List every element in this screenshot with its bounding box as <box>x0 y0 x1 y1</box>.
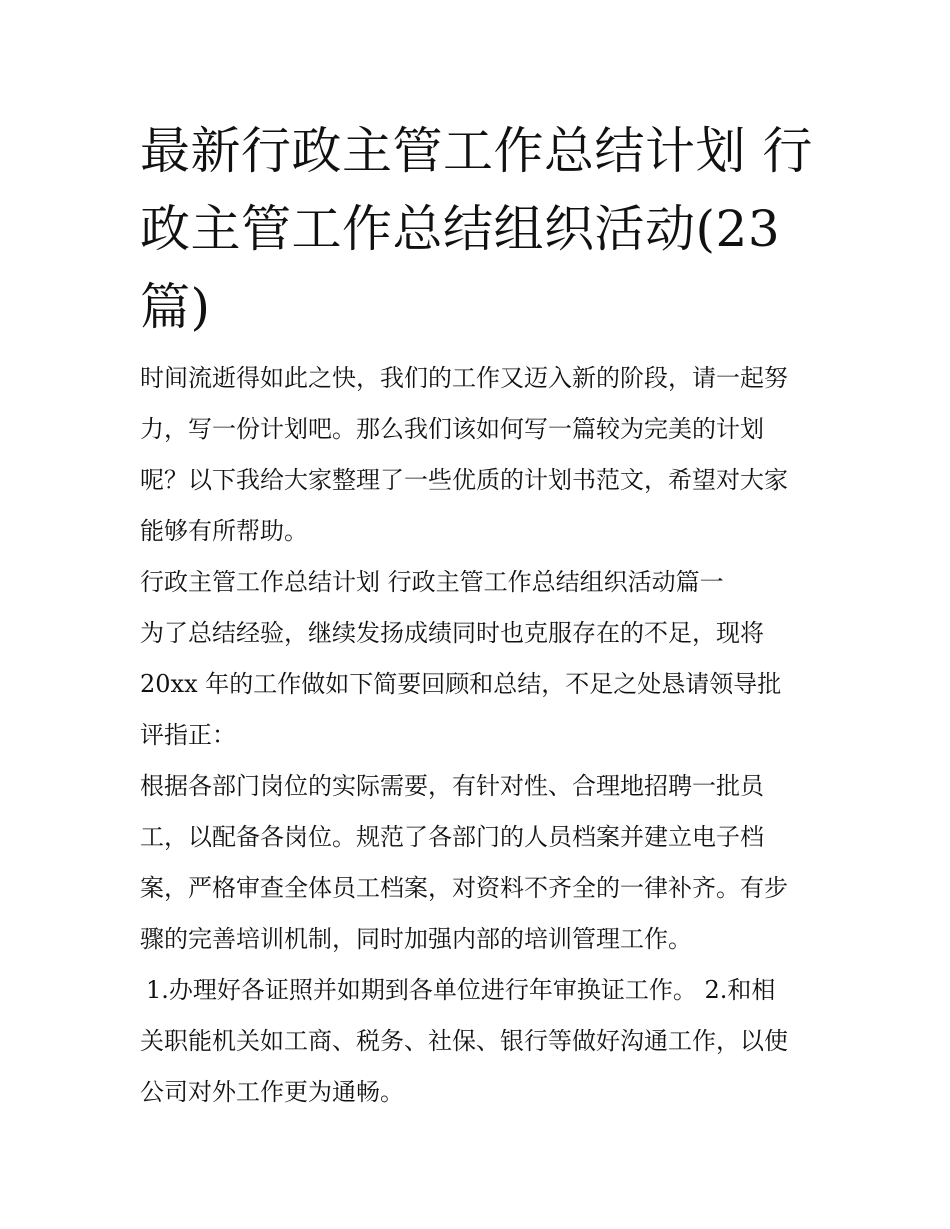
title-line: 政主管工作总结组织活动(23 <box>140 200 781 258</box>
body-line: 关职能机关如工商、税务、社保、银行等做好沟通工作，以使 <box>140 1027 788 1055</box>
body-line: 骤的完善培训机制，同时加强内部的培训管理工作。 <box>140 925 692 953</box>
body-line: 呢？以下我给大家整理了一些优质的计划书范文，希望对大家 <box>140 466 788 494</box>
title-line: 篇) <box>140 278 211 336</box>
document-body <box>140 353 820 1118</box>
body-line: 能够有所帮助。 <box>140 517 308 545</box>
body-line: 20xx 年的工作做如下简要回顾和总结，不足之处恳请领导批 <box>140 670 782 698</box>
title-line: 最新行政主管工作总结计划 行 <box>140 122 813 180</box>
body-line: 案，严格审查全体员工档案，对资料不齐全的一律补齐。有步 <box>140 874 788 902</box>
section-heading: 行政主管工作总结计划 行政主管工作总结组织活动篇一 <box>140 568 724 596</box>
body-line: 工，以配备各岗位。规范了各部门的人员档案并建立电子档 <box>140 823 764 851</box>
body-line: 力，写一份计划吧。那么我们该如何写一篇较为完美的计划 <box>140 415 764 443</box>
body-line: 根据各部门岗位的实际需要，有针对性、合理地招聘一批员 <box>140 772 764 800</box>
body-line: 公司对外工作更为通畅。 <box>140 1078 404 1106</box>
body-line: 时间流逝得如此之快，我们的工作又迈入新的阶段，请一起努 <box>140 364 788 392</box>
document-title <box>140 112 820 346</box>
body-line: 评指正： <box>140 721 236 749</box>
body-line: 为了总结经验，继续发扬成绩同时也克服存在的不足，现将 <box>140 619 764 647</box>
body-line: 1.办理好各证照并如期到各单位进行年审换证工作。 2.和相 <box>146 976 776 1004</box>
